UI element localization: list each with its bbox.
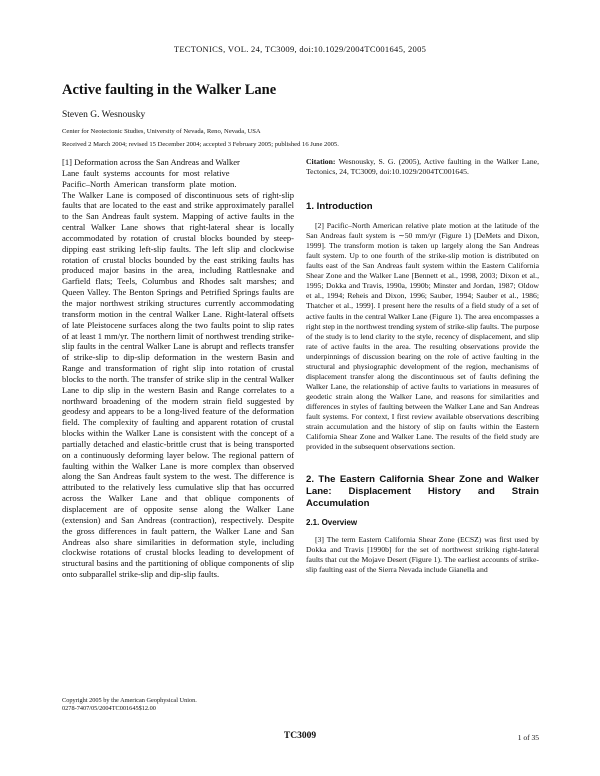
issn-line: 0278-7407/05/2004TC001645$12.00 (62, 705, 156, 713)
citation-label: Citation: (306, 157, 336, 166)
abstract-line-3: Pacific–North American transform plate motion. (62, 178, 237, 189)
abstract-line-2: Lane fault systems accounts for most relative (62, 167, 230, 178)
author-name: Steven G. Wesnousky (62, 110, 146, 120)
section-2-1-heading: 2.1. Overview (306, 518, 358, 528)
right-column (306, 157, 539, 575)
paper-title: Active faulting in the Walker Lane (62, 82, 277, 98)
running-head: TECTONICS, VOL. 24, TC3009, doi:10.1029/2004TC001645, 2005 (173, 44, 427, 54)
publication-dates: Received 2 March 2004; revised 15 December 2004; accepted 3 February 2005; published 16 June 2005. (62, 141, 339, 148)
abstract-line-1: [1] Deformation across the San Andreas and Walker (62, 157, 240, 167)
copyright-notice (62, 697, 197, 714)
section-1-paragraph: [2] Pacific–North American relative plate motion at the latitude of the San Andreas fault system is ∼50 mm/yr (Figure 1) [DeMets and Dixon, 1999]. The transform motion is taken up largely along the San Andreas fault system. Up to one fourth of the strike-slip motion is distributed on faults east of the San Andreas fault system within the Eastern California Shear Zone and the Walker Lane [Bennett et al., 1998, 2003; Dixon et al., 1995; Dokka and Travis, 1990a, 1990b; Minster and Jordan, 1987; Oldow et al., 1994; Reheis and Dixon, 1996; Sauber, 1994; Sauber et al., 1986; Thatcher et al., 1999]. I present here the results of a field study of a set of active faults in the central Walker Lane (Figure 1). The area encompasses a right step in the northwest trending system of strike-slip faults. The purpose of the study is to lend clarity to the style, recency of displacement, and slip rate of active faults in the area. The resulting observations provide the underpinnings of discussion bearing on the role of active faulting in the structural and physiographic development of the region, mechanisms of displacement transfer along the discontinuous set of faults defining the Walker Lane, the relationship of active faults to variations in measures of geodetic strain along the Walker Lane, and reasons for similarities and differences in styles of faulting between the Walker Lane and San Andreas fault systems. For context, I first review available observations describing strain accumulation and the history of slip on faults within the Eastern California Shear Zone and Walker Lane. The results of the field study are provided in the subsequent observations section. (306, 221, 540, 452)
abstract-body: The Walker Lane is composed of discontinuous sets of right-slip faults that are located to the east and strike approximately parallel to the San Andreas fault system. Mapping of active faults in the central Walker Lane shows that right-lateral shear is locally accommodated by rotation of crustal blocks bounded by steep-dipping east striking left-slip faults. The left slip and clockwise rotation of crustal blocks bounded by the east striking faults has produced major basins in the area, including Rattlesnake and Garfield flats; Teels, Columbus and Rhodes salt marshes; and Queen Valley. The Benton Springs and Petrified Springs faults are the major northwest striking structures currently accommodating transform motion in the central Walker Lane. Right-lateral offsets of late Pleistocene surfaces along the two faults point to slip rates of at least 1 mm/yr. The northern limit of northwest trending strike-slip faults in the central Walker Lane is abrupt and reflects transfer of strike-slip to dip-slip deformation in the western Basin and Range and transformation of right slip into rotation of crustal blocks to the north. The transfer of strike slip in the central Walker Lane to dip slip in the western Basin and Range correlates to a northward broadening of the modern strain field suggested by geodesy and appears to be a long-lived feature of the deformation field. The complexity of faulting and apparent rotation of crustal blocks within the Walker Lane is consistent with the concept of a partially detached and elastic-brittle crust that is being transported on a continuously deforming layer below. The regional pattern of faulting within the Walker Lane is more complex than observed along the San Andreas fault system to the west. The difference is attributed to the relatively less cumulative slip that has occurred across the Walker Lane and that oblique components of displacement are of opposite sense along the Walker Lane (extension) and San Andreas (contraction), respectively. Despite the gross differences in fault pattern, the Walker Lane and San Andreas also share similarities in deformation style, including clockwise rotations of crustal blocks leading to development of structural basins and the partitioning of oblique components of slip onto subparallel strike-slip and dip-slip faults. (62, 189, 294, 580)
copyright-line: Copyright 2005 by the American Geophysical Union. (62, 697, 197, 704)
citation-text: Wesnousky, S. G. (2005), Active faulting in the Walker Lane, Tectonics, 24, TC3009, doi:10.1029/2004TC001645. (306, 157, 539, 177)
section-2-heading: 2. The Eastern California Shear Zone and Walker Lane: Displacement History and Strain Accumulation (306, 474, 539, 510)
section-1-heading: 1. Introduction (306, 201, 373, 213)
citation (306, 157, 539, 177)
affiliation: Center for Neotectonic Studies, University of Nevada, Reno, Nevada, USA (62, 128, 261, 135)
page-number: 1 of 35 (517, 733, 539, 742)
left-column (62, 157, 294, 580)
article-id: TC3009 (283, 731, 317, 741)
section-2-paragraph: [3] The term Eastern California Shear Zone (ECSZ) was first used by Dokka and Travis [1990b] for the set of northwest striking right-lateral faults that cut the Mojave Desert (Figure 1). The earliest accounts of strike-slip faulting east of the Sierra Nevada include Gianella and (306, 535, 539, 575)
